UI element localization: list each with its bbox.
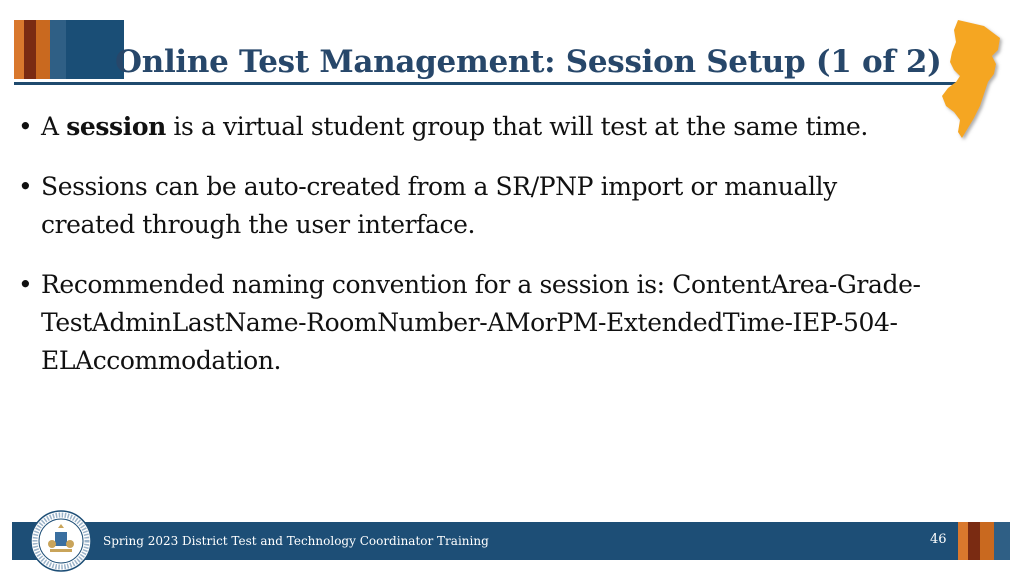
bullet-text-rest: is a virtual student group that will test at the same time.	[165, 112, 868, 141]
title-divider	[14, 82, 970, 85]
bullet-text-prefix: A	[41, 112, 67, 141]
footer-color-stripes	[958, 522, 1010, 560]
bullet-item	[18, 266, 938, 380]
bullet-text: Sessions can be auto-created from a SR/PNP import or manually created through the user interface.	[41, 172, 837, 239]
new-jersey-map-icon	[940, 16, 1006, 144]
bullet-text: Recommended naming convention for a session is: ContentArea-Grade-TestAdminLastName-RoomNumber-AMorPM-ExtendedTime-IEP-504-ELAccommodation.	[41, 270, 921, 375]
header-color-stripes	[14, 20, 124, 79]
bullet-bold-term: session	[66, 112, 166, 141]
page-number: 46	[930, 532, 947, 547]
bullet-list	[18, 108, 938, 402]
bullet-glyph: •	[18, 172, 33, 201]
bullet-glyph: •	[18, 112, 33, 141]
bullet-glyph: •	[18, 270, 33, 299]
bullet-item	[18, 168, 938, 244]
bullet-item	[18, 108, 938, 146]
page-title: Online Test Management: Session Setup (1 of 2)	[115, 44, 942, 80]
footer-text: Spring 2023 District Test and Technology Coordinator Training	[103, 534, 489, 548]
nj-department-of-education-seal	[30, 510, 92, 572]
